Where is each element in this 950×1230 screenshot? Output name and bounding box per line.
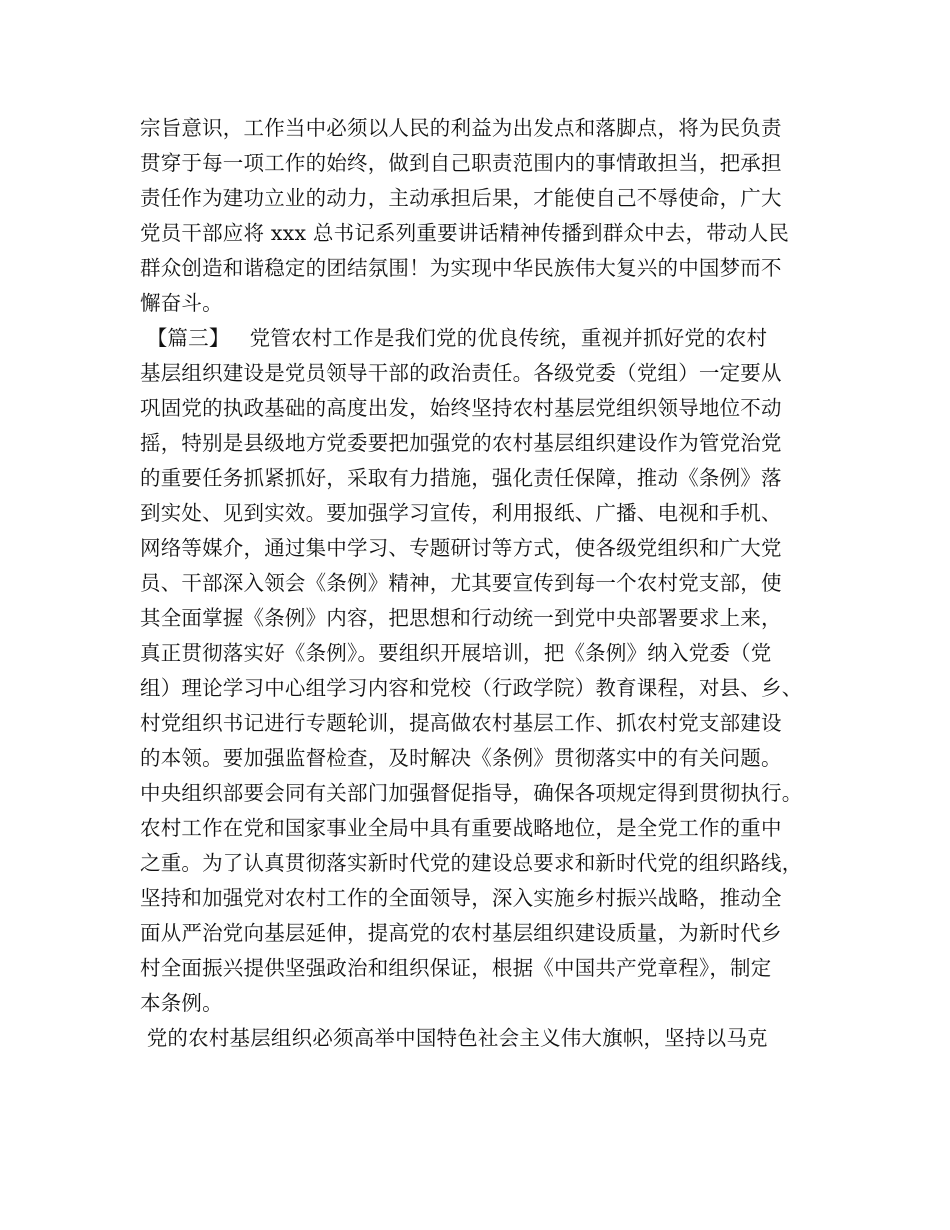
text-line: 其全面掌握《条例》内容，把思想和行动统一到党中央部署要求上来， (140, 606, 782, 630)
text-line: 农村工作在党和国家事业全局中具有重要战略地位，是全党工作的重中 (140, 816, 782, 840)
text-line: 党的农村基层组织必须高举中国特色社会主义伟大旗帜，坚持以马克 (140, 1026, 768, 1050)
text-line: 懈奋斗。 (140, 291, 223, 315)
text-line: 面从严治党向基层延伸，提高党的农村基层组织建设质量，为新时代乡 (140, 921, 782, 945)
text-line: 之重。为了认真贯彻落实新时代党的建设总要求和新时代党的组织路线， (140, 851, 803, 875)
text-line: 本条例。 (140, 991, 223, 1015)
text-line: 网络等媒介，通过集中学习、专题研讨等方式，使各级党组织和广大党 (140, 536, 782, 560)
text-line: 贯穿于每一项工作的始终，做到自己职责范围内的事情敢担当，把承担 (140, 151, 782, 175)
section-heading-line: 【篇三】 党管农村工作是我们党的优良传统，重视并抓好党的农村 (140, 326, 768, 350)
text-line: 村全面振兴提供坚强政治和组织保证，根据《中国共产党章程》，制定 (140, 956, 772, 980)
text-line: 的重要任务抓紧抓好，采取有力措施，强化责任保障，推动《条例》落 (140, 466, 782, 490)
text-line: 摇，特别是县级地方党委要把加强党的农村基层组织建设作为管党治党 (140, 431, 782, 455)
text-line: 组）理论学习中心组学习内容和党校（行政学院）教育课程，对县、乡、 (140, 676, 803, 700)
text-line: 村党组织书记进行专题轮训，提高做农村基层工作、抓农村党支部建设 (140, 711, 782, 735)
text-line: 到实处、见到实效。要加强学习宣传，利用报纸、广播、电视和手机、 (140, 501, 782, 525)
text-line: 真正贯彻落实好《条例》。要组织开展培训，把《条例》纳入党委（党 (140, 641, 772, 665)
text-line: 党员干部应将 xxx 总书记系列重要讲话精神传播到群众中去，带动人民 (140, 221, 790, 245)
text-line: 宗旨意识，工作当中必须以人民的利益为出发点和落脚点，将为民负责 (140, 116, 782, 140)
text-line: 群众创造和谐稳定的团结氛围！为实现中华民族伟大复兴的中国梦而不 (140, 256, 782, 280)
text-line: 基层组织建设是党员领导干部的政治责任。各级党委（党组）一定要从 (140, 361, 782, 385)
text-line: 中央组织部要会同有关部门加强督促指导，确保各项规定得到贯彻执行。 (140, 781, 803, 805)
text-line: 员、干部深入领会《条例》精神，尤其要宣传到每一个农村党支部，使 (140, 571, 782, 595)
text-line: 坚持和加强党对农村工作的全面领导，深入实施乡村振兴战略，推动全 (140, 886, 782, 910)
text-line: 的本领。要加强监督检查，及时解决《条例》贯彻落实中的有关问题。 (140, 746, 782, 770)
text-line: 巩固党的执政基础的高度出发，始终坚持农村基层党组织领导地位不动 (140, 396, 782, 420)
text-line: 责任作为建功立业的动力，主动承担后果，才能使自己不辱使命，广大 (140, 186, 782, 210)
